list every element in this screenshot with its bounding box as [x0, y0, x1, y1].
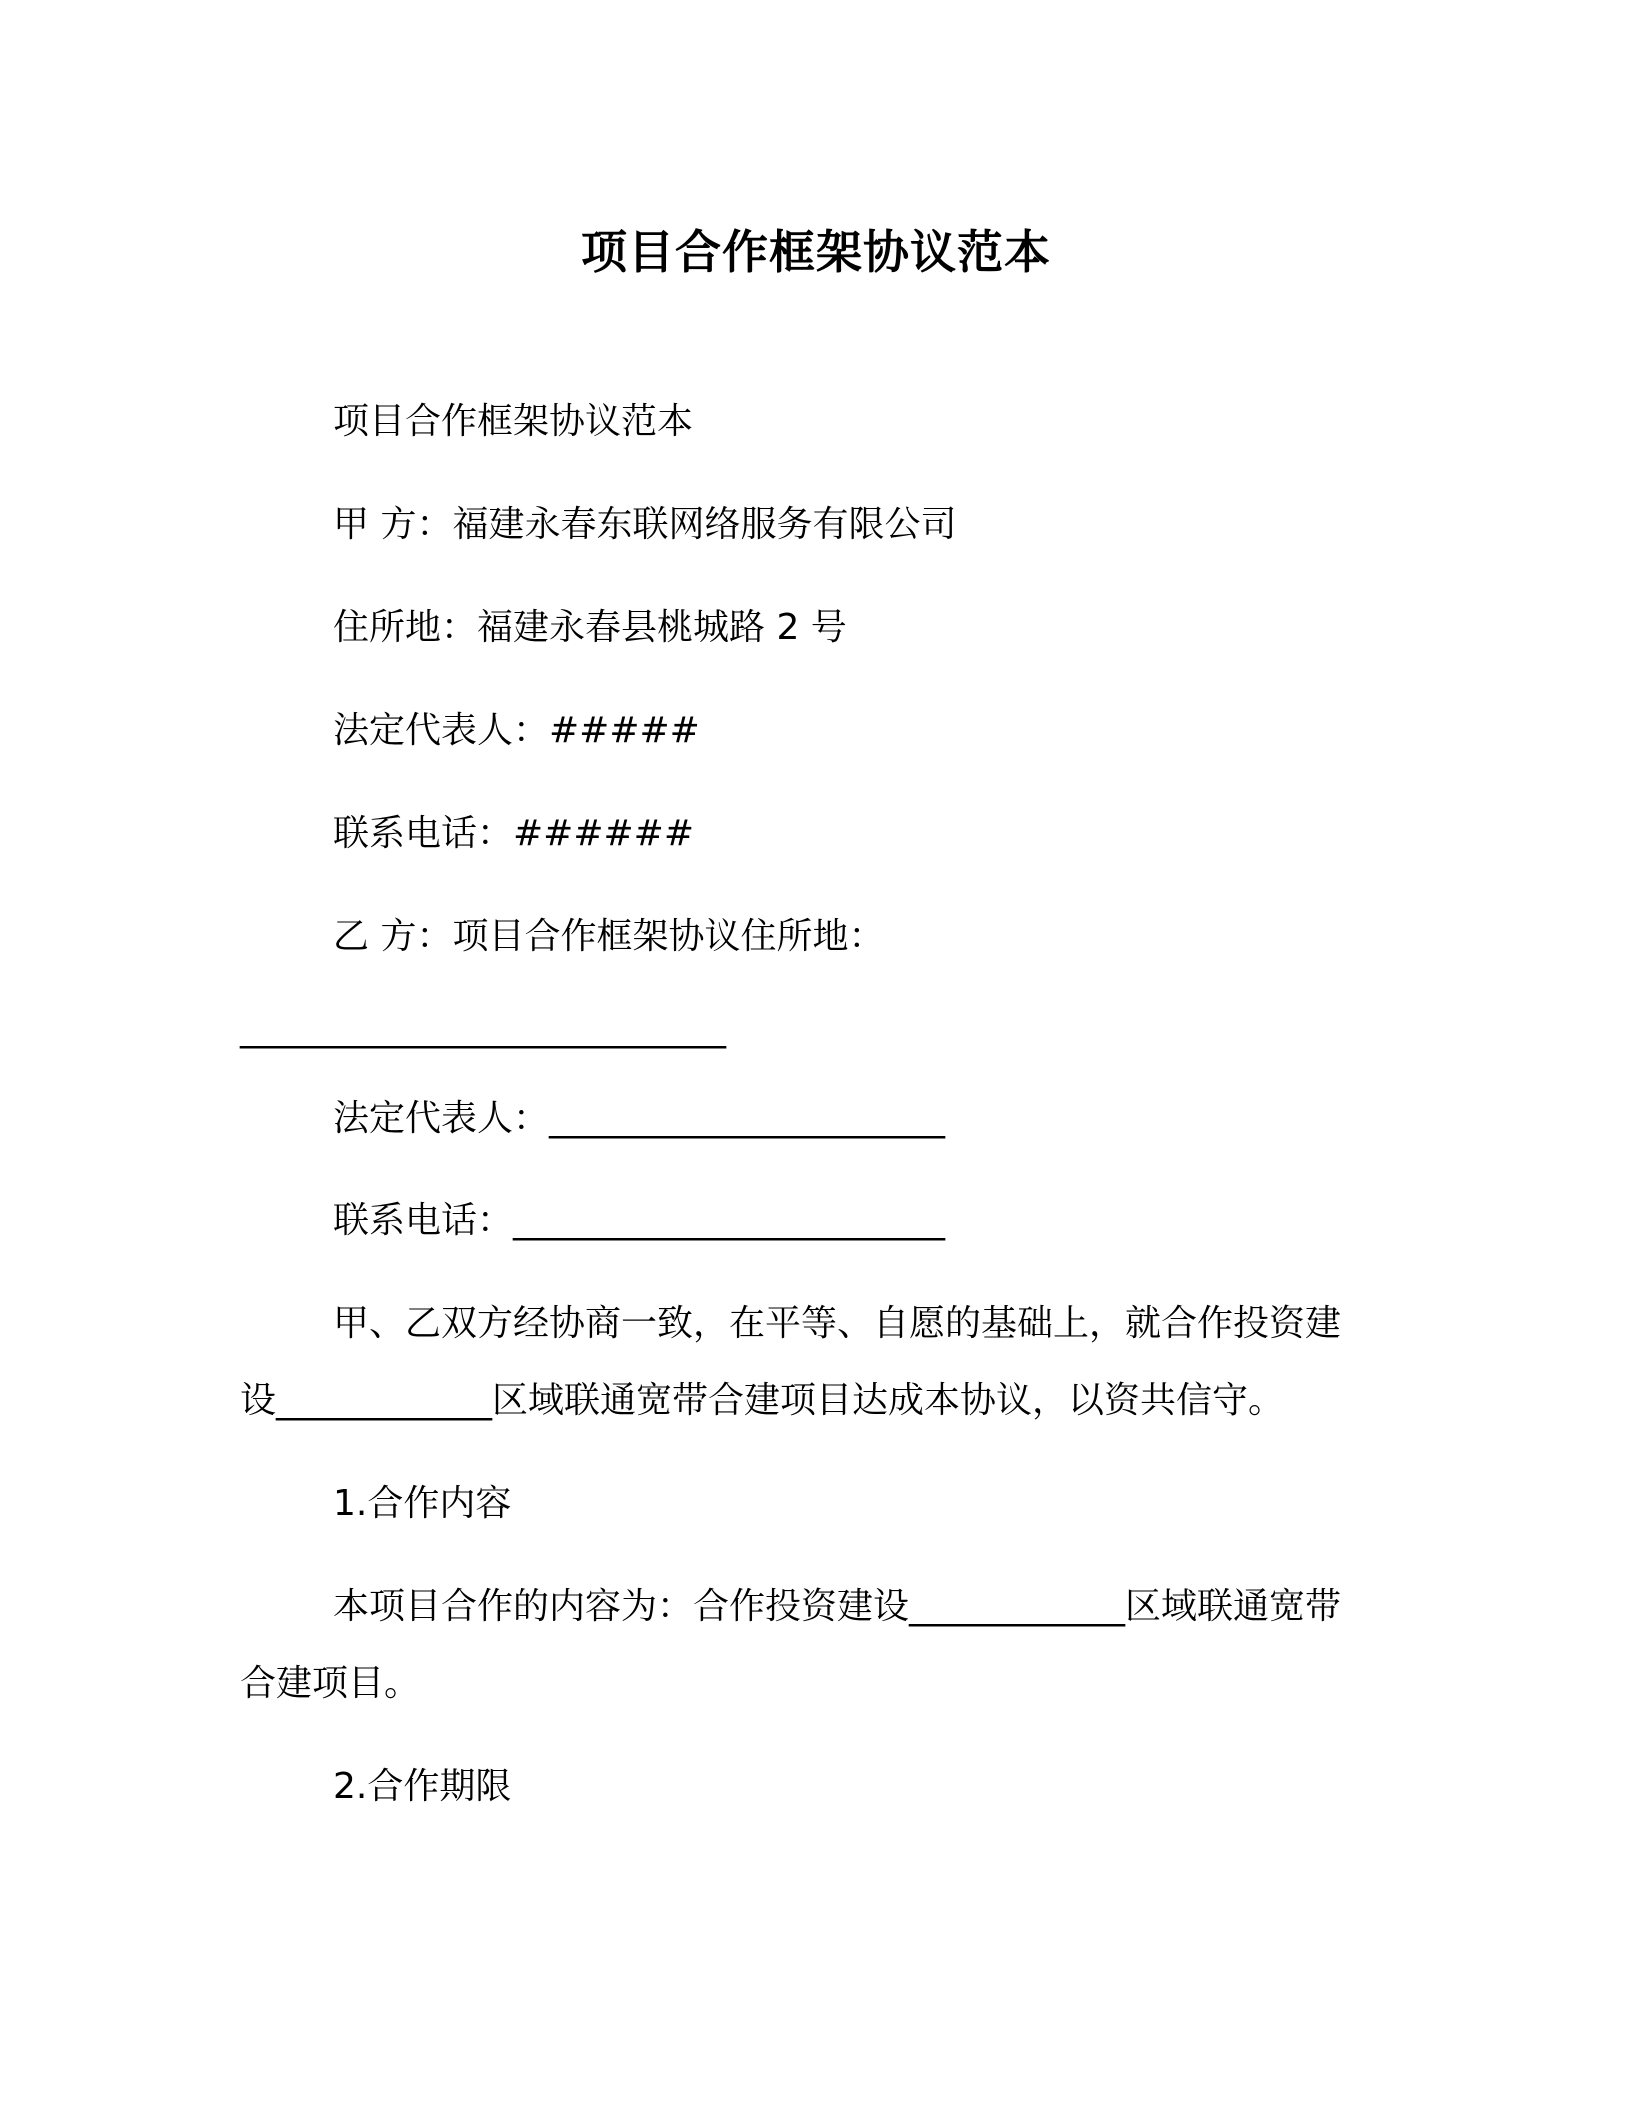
- party-b-phone-line: 联系电话：________________________: [333, 1200, 946, 1241]
- party-a-address-line: 住所地：福建永春县桃城路 2 号: [333, 607, 847, 648]
- party-b-representative-line: 法定代表人：______________________: [333, 1098, 946, 1139]
- party-a-line: 甲 方：福建永春东联网络服务有限公司: [333, 504, 957, 545]
- section-1-body-line-1: 本项目合作的内容为：合作投资建设____________区域联通宽带: [333, 1586, 1342, 1627]
- preamble-line-2: 设____________区域联通宽带合建项目达成本协议，以资共信守。: [240, 1380, 1285, 1421]
- party-a-phone-line: 联系电话：######: [333, 813, 694, 854]
- party-b-line: 乙 方：项目合作框架协议住所地：: [333, 916, 885, 957]
- document-title: 项目合作框架协议范本: [581, 225, 1051, 279]
- section-2-heading: 2.合作期限: [333, 1766, 512, 1807]
- party-b-address-blank: ___________________________: [240, 1008, 726, 1049]
- subtitle-line: 项目合作框架协议范本: [333, 401, 694, 442]
- party-a-representative-line: 法定代表人：#####: [333, 710, 700, 751]
- section-1-body-line-2: 合建项目。: [240, 1663, 421, 1704]
- section-1-heading: 1.合作内容: [333, 1483, 512, 1524]
- preamble-line-1: 甲、乙双方经协商一致，在平等、自愿的基础上，就合作投资建: [333, 1303, 1342, 1344]
